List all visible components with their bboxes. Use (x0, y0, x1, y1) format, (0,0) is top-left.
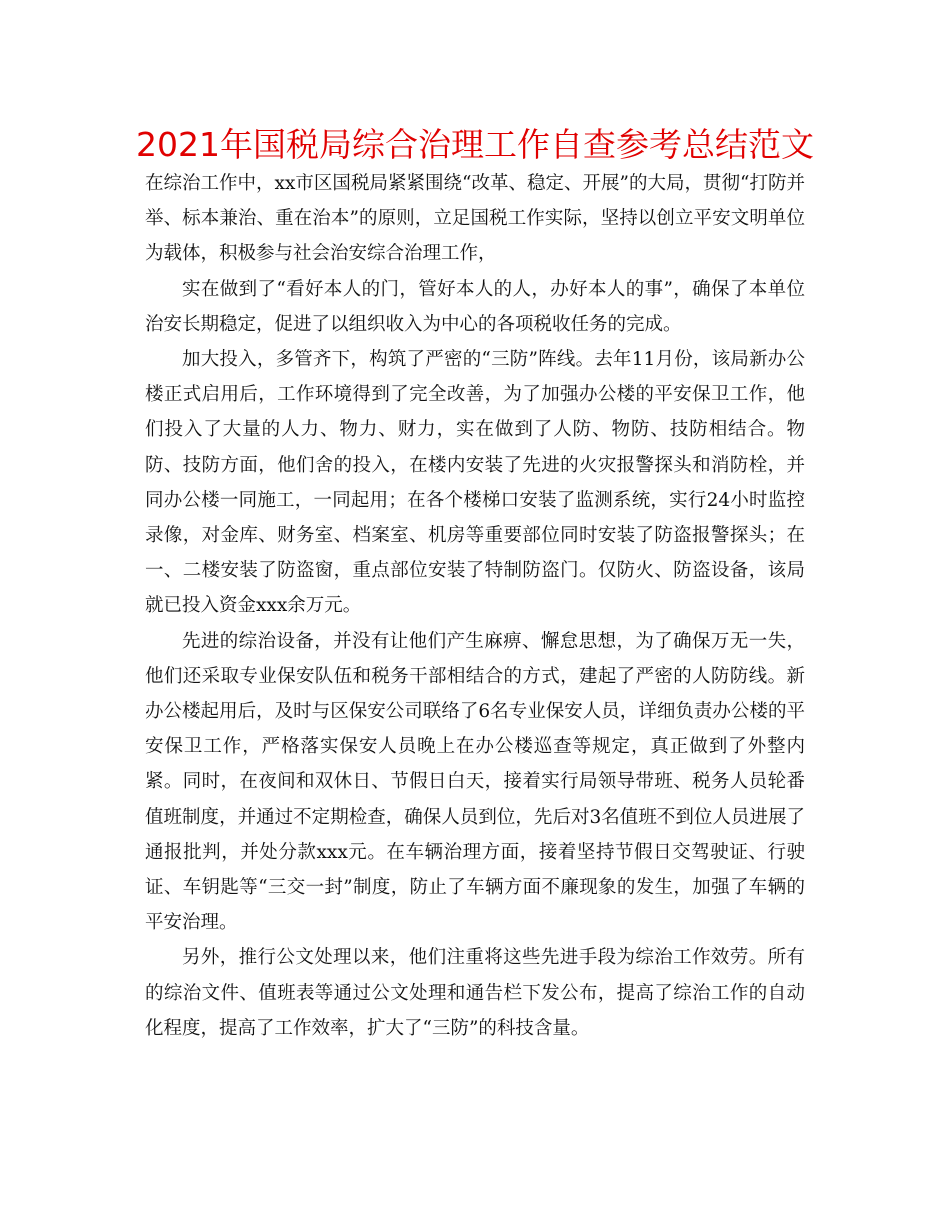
paragraph-5: 另外，推行公文处理以来，他们注重将这些先进手段为综治工作效劳。所有的综治文件、值班表等通过公文处理和通告栏下发公布，提高了综治工作的自动化程度，提高了工作效率，扩大了“三防”的科技含量。 (145, 947, 805, 1039)
document-body (145, 166, 805, 1046)
paragraph-4: 先进的综治设备，并没有让他们产生麻痹、懈怠思想，为了确保万无一失，他们还采取专业保安队伍和税务干部相结合的方式，建起了严密的人防防线。新办公楼起用后，及时与区保安公司联络了6名专业保安人员，详细负责办公楼的平安保卫工作，严格落实保安人员晚上在办公楼巡查等规定，真正做到了外整内紧。同时，在夜间和双休日、节假日白天，接着实行局领导带班、税务人员轮番值班制度，并通过不定期检查，确保人员到位，先后对3名值班不到位人员进展了通报批判，并处分款xxx元。在车辆治理方面，接着坚持节假日交驾驶证、行驶证、车钥匙等“三交一封”制度，防止了车辆方面不廉现象的发生，加强了车辆的平安治理。 (145, 630, 805, 934)
paragraph-1: 在综治工作中，xx市区国税局紧紧围绕“改革、稳定、开展”的大局，贯彻“打防并举、标本兼治、重在治本”的原则，立足国税工作实际，坚持以创立平安文明单位为载体，积极参与社会治安综合治理工作， (145, 173, 805, 265)
paragraph-2: 实在做到了“看好本人的门，管好本人的人，办好本人的事”，确保了本单位治安长期稳定，促进了以组织收入为中心的各项税收任务的完成。 (145, 278, 805, 335)
paragraph-3: 加大投入，多管齐下，构筑了严密的“三防”阵线。去年11月份，该局新办公楼正式启用后，工作环境得到了完全改善，为了加强办公楼的平安保卫工作，他们投入了大量的人力、物力、财力，实在做到了人防、物防、技防相结合。物防、技防方面，他们舍的投入，在楼内安装了先进的火灾报警探头和消防栓，并同办公楼一同施工，一同起用；在各个楼梯口安装了监测系统，实行24小时监控录像，对金库、财务室、档案室、机房等重要部位同时安装了防盗报警探头；在一、二楼安装了防盗窗，重点部位安装了特制防盗门。仅防火、防盗设备，该局就已投入资金xxx余万元。 (145, 349, 805, 617)
document-title: 2021年国税局综合治理工作自查参考总结范文 (136, 125, 814, 164)
